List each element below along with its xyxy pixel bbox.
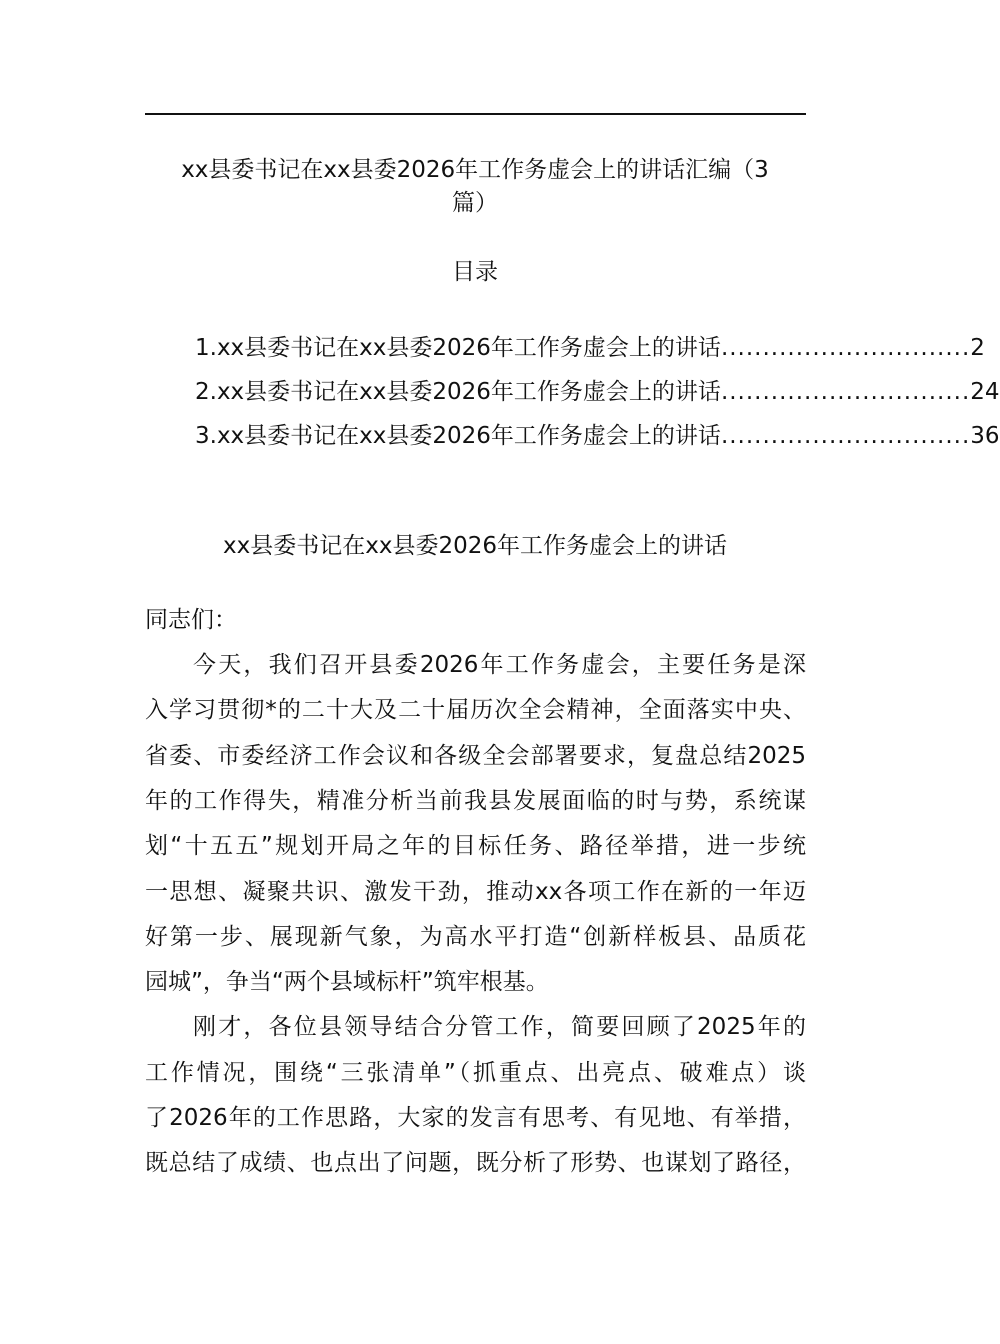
doc-title-line-2: 篇） bbox=[452, 190, 498, 216]
paragraph-line: 今天，我们召开县委2026年工作务虚会，主要任务是深 bbox=[193, 652, 806, 678]
doc-title-line-1: xx县委书记在xx县委2026年工作务虚会上的讲话汇编（3 bbox=[181, 157, 769, 183]
paragraph-line: 入学习贯彻*的二十大及二十届历次全会精神，全面落实中央、 bbox=[145, 697, 806, 724]
toc-entry-2[interactable] bbox=[195, 377, 1000, 407]
paragraph-line: 园城”，争当“两个县域标杆”筑牢根基。 bbox=[145, 969, 549, 996]
toc-page-number: 36 bbox=[970, 423, 1000, 449]
toc-page-number: 2 bbox=[970, 335, 985, 361]
toc-entry-1[interactable] bbox=[195, 333, 985, 363]
paragraph-line: 一思想、凝聚共识、激发干劲，推动xx各项工作在新的一年迈 bbox=[145, 878, 806, 905]
toc-entry-label: 3.xx县委书记在xx县委2026年工作务虚会上的讲话 bbox=[195, 423, 721, 449]
paragraph-line: 好第一步、展现新气象，为高水平打造“创新样板县、品质花 bbox=[145, 923, 806, 950]
paragraph-line: 既总结了成绩、也点出了问题，既分析了形势、也谋划了路径， bbox=[145, 1150, 806, 1177]
toc-entry-3[interactable] bbox=[195, 421, 1000, 451]
toc-heading: 目录 bbox=[452, 259, 498, 285]
toc-entry-label: 1.xx县委书记在xx县委2026年工作务虚会上的讲话 bbox=[195, 335, 721, 361]
paragraph-line: 省委、市委经济工作会议和各级全会部署要求，复盘总结2025 bbox=[145, 742, 806, 769]
paragraph-line: 工作情况，围绕“三张清单”（抓重点、出亮点、破难点）谈 bbox=[145, 1059, 806, 1086]
paragraph-line: 划“十五五”规划开局之年的目标任务、路径举措，进一步统 bbox=[145, 833, 806, 860]
toc-leader: .............................. bbox=[720, 379, 971, 405]
paragraph-line: 刚才，各位县领导结合分管工作，简要回顾了2025年的 bbox=[193, 1014, 806, 1041]
header-rule bbox=[145, 113, 806, 115]
toc-leader: .............................. bbox=[720, 335, 971, 361]
toc-entry-label: 2.xx县委书记在xx县委2026年工作务虚会上的讲话 bbox=[195, 379, 721, 405]
salutation: 同志们： bbox=[145, 607, 237, 633]
paragraph-line: 了2026年的工作思路，大家的发言有思考、有见地、有举措， bbox=[145, 1105, 806, 1131]
speech-title: xx县委书记在xx县委2026年工作务虚会上的讲话 bbox=[223, 533, 727, 559]
toc-page-number: 24 bbox=[970, 379, 1000, 405]
paragraph-line: 年的工作得失，精准分析当前我县发展面临的时与势，系统谋 bbox=[145, 787, 806, 814]
toc-leader: .............................. bbox=[720, 423, 971, 449]
